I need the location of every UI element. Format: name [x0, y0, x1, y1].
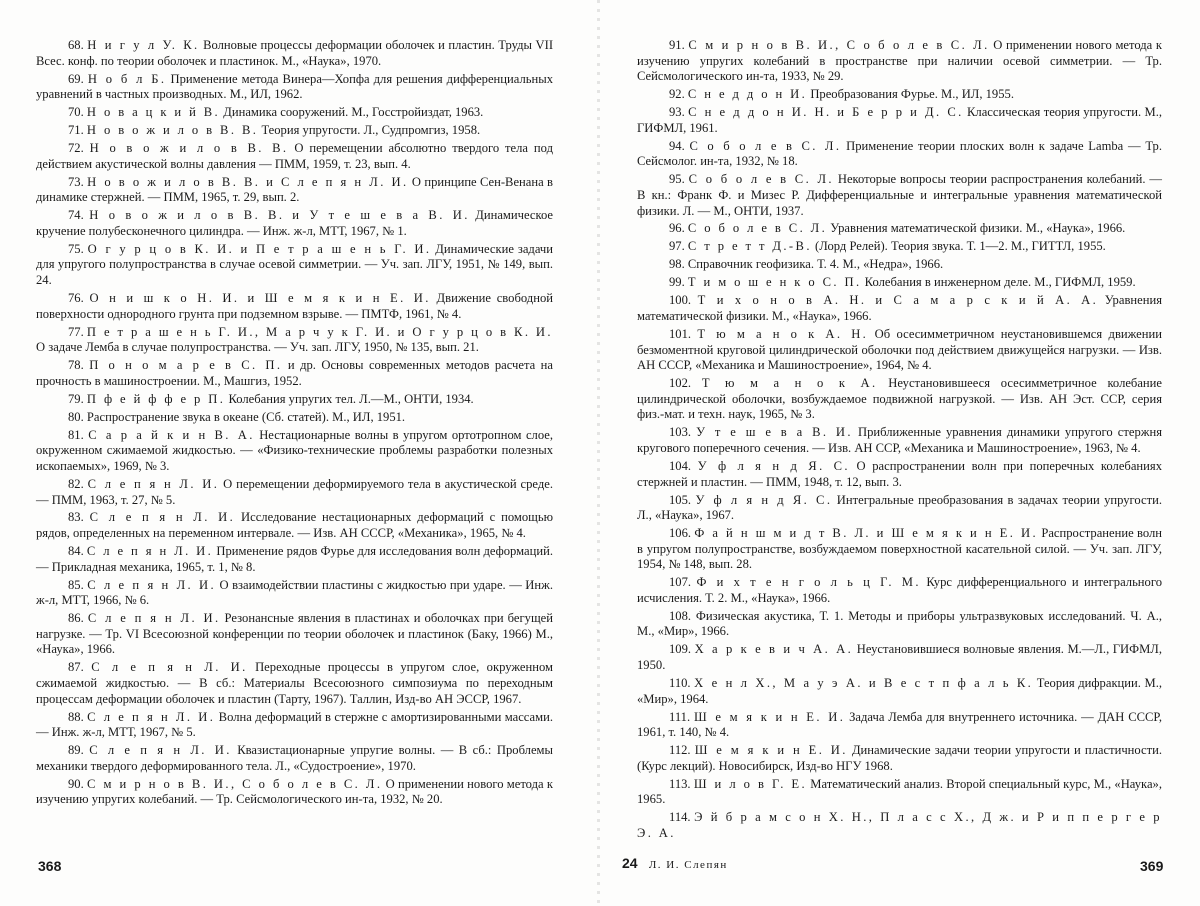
reference-text: и др. Основы современных методов расчета на прочность в машиностроении. М., Машгиз, 1952.	[36, 358, 554, 388]
reference-entry	[36, 105, 553, 121]
page-number: 368	[38, 858, 62, 874]
reference-author: С о б о л е в С. Л.	[687, 221, 828, 236]
reference-number: 83.	[68, 510, 84, 525]
reference-author: С л е п я н Л. И.	[91, 660, 248, 675]
reference-number: 100.	[669, 293, 692, 308]
reference-entry	[36, 325, 553, 356]
reference-number: 92.	[669, 87, 685, 102]
reference-text: Движение свободной поверхности однородного грунта при подземном взрыве. — ПМТФ, 1961, № 4.	[36, 291, 553, 321]
right-page	[600, 0, 1200, 906]
reference-text: Квазистационарные упругие волны. — В сб.: Проблемы механики твердого деформированного тела. Л., «Судостроение», 1970.	[36, 743, 553, 773]
reference-entry	[36, 544, 553, 575]
reference-entry	[637, 87, 1162, 103]
reference-entry	[36, 123, 553, 139]
reference-number: 113.	[669, 776, 691, 791]
reference-entry	[36, 428, 553, 475]
reference-author: С л е п я н Л. И.	[87, 577, 216, 592]
reference-entry	[637, 293, 1162, 324]
reference-number: 82.	[68, 476, 84, 491]
reference-entry	[637, 376, 1162, 423]
reference-text: Уравнения математической физики. М., «Наука», 1966.	[637, 293, 1162, 324]
reference-entry	[36, 578, 553, 609]
reference-text: О задаче Лемба в случае полупространства. — Уч. зап. ЛГУ, 1950, № 135, вып. 21.	[36, 340, 479, 355]
reference-text: Колебания в инженерном деле. М., ГИФМЛ, 1959.	[861, 275, 1136, 290]
reference-entry	[36, 175, 553, 206]
reference-author: С м и р н о в В. И., С о б о л е в С. Л.	[87, 776, 383, 791]
reference-number: 86.	[68, 611, 84, 626]
reference-text: Динамические задачи для упругого полупространства в случае осевой симметрии. — Уч. зап. ЛГУ, 1951, № 149, вып. 24.	[36, 241, 553, 288]
reference-entry	[637, 275, 1162, 291]
reference-number: 106.	[669, 526, 692, 541]
reference-entry	[637, 710, 1162, 741]
reference-author: С л е п я н Л. И.	[86, 544, 214, 559]
reference-author: С т р е т т Д.-В.	[687, 239, 812, 254]
reference-text: Применение теории плоских волн к задаче Lamba — Тр. Сейсмолог. ин-та, 1932, № 18.	[637, 138, 1162, 169]
reference-entry	[36, 392, 553, 408]
reference-text: О принципе Сен-Венана в динамике стержней. — ПММ, 1965, т. 29, вып. 2.	[36, 174, 553, 205]
reference-entry	[637, 239, 1162, 255]
reference-author: Ш е м я к и н Е. И.	[694, 743, 848, 758]
reference-text: Неустановившееся осесимметричное колебание цилиндрической оболочки, возбуждаемое подвижной нагрузкой. — Изв. АН Эст. ССР, серия физ.-мат. и техн. наук, 1965, № 3.	[637, 376, 1163, 422]
reference-author: С о б о л е в С. Л.	[688, 172, 834, 187]
reference-number: 108.	[669, 608, 692, 623]
reference-text: Об осесимметричном неустановившемся движении безмоментной круговой цилиндрической оболочки под действием движущейся нагрузки. — Изв. АН СССР, «Механика и Машиностроение», 1964, № 4.	[637, 327, 1162, 373]
reference-number: 96.	[669, 221, 685, 236]
page-number: 369	[1140, 858, 1164, 874]
reference-number: 68.	[68, 38, 84, 52]
reference-text: Динамика сооружений. М., Госстройиздат, 1963.	[220, 105, 484, 120]
reference-number: 74.	[68, 208, 84, 223]
reference-text: Теория упругости. Л., Судпромгиз, 1958.	[258, 123, 481, 138]
reference-number: 70.	[68, 105, 84, 120]
reference-author: У ф л я н д Я. С.	[697, 458, 850, 473]
reference-entry	[637, 777, 1162, 808]
reference-text: Справочник геофизика. Т. 4. М., «Недра», 1966.	[687, 257, 944, 272]
reference-number: 73.	[68, 174, 84, 189]
reference-number: 85.	[68, 577, 84, 592]
printer-signature	[622, 855, 728, 872]
reference-number: 87.	[68, 660, 84, 675]
reference-text: (Лорд Релей). Теория звука. Т. 1—2. М., ГИТТЛ, 1955.	[811, 239, 1106, 254]
reference-number: 69.	[68, 71, 84, 86]
reference-entry	[36, 410, 553, 426]
reference-text: Исследование нестационарных деформаций с помощью рядов, определенных на переменном интервале. — Изв. АН СССР, «Механика», 1965, № 4.	[36, 510, 553, 541]
reference-text: Распространение волн в упругом полупространстве, возбуждаемом поверхностной касательной силой. — Уч. зап. ЛГУ, 1954, № 148, вып. 28.	[637, 526, 1162, 572]
reference-entry	[637, 425, 1162, 456]
reference-number: 95.	[669, 172, 685, 187]
reference-author: С л е п я н Л. И.	[87, 611, 221, 626]
reference-entry	[637, 642, 1162, 673]
reference-text: О перемещении деформируемого тела в акустической среде. — ПММ, 1963, т. 27, № 5.	[36, 476, 553, 507]
reference-author: П е т р а ш е н ь Г. И., М а р ч у к Г. И. и О г у р ц о в К. И.	[86, 324, 553, 339]
reference-text: О взаимодействии пластины с жидкостью при ударе. — Инж. ж-л, МТТ, 1966, № 6.	[36, 577, 553, 608]
reference-author: Ф и х т е н г о л ь ц Г. М.	[696, 575, 921, 590]
reference-number: 114.	[669, 810, 691, 825]
reference-entry	[36, 660, 553, 707]
reference-text: Нестационарные волны в упругом ортотропном слое, окруженном сжимаемой жидкостью. — «Физико-технические проблемы разработки полезных ископаемых», 1969, № 3.	[36, 427, 554, 473]
reference-entry	[637, 172, 1162, 219]
signature-author: Л. И. Слепян	[648, 859, 728, 871]
reference-text: Применение рядов Фурье для исследования волн деформаций. — Прикладная механика, 1965, т. 1, № 8.	[36, 544, 554, 574]
reference-text: Курс дифференциального и интегрального исчисления. Т. 2. М., «Наука», 1966.	[637, 575, 1162, 605]
reference-entry	[36, 358, 553, 389]
reference-author: Н о в а ц к и й В.	[86, 105, 221, 120]
reference-text: Классическая теория упругости. М., ГИФМЛ, 1961.	[637, 105, 1163, 135]
reference-entry	[637, 459, 1162, 490]
reference-entry	[36, 510, 553, 541]
reference-author: Н и г у л У. К.	[87, 38, 200, 52]
reference-text: Теория дифракции. М., «Мир», 1964.	[637, 675, 1162, 706]
reference-entry	[637, 575, 1162, 606]
reference-number: 111.	[669, 709, 691, 724]
reference-text: О применении нового метода к изучению упругих колебаний в пространстве при наличии осевой симметрии. — Тр. Сейсмологического ин-та, 1933, № 29.	[637, 38, 1163, 84]
reference-entry	[637, 609, 1162, 640]
reference-author: О г у р ц о в К. И. и П е т р а ш е н ь Г. И.	[87, 241, 432, 256]
reference-entry	[637, 493, 1162, 524]
reference-author: П ф е й ф ф е р П.	[86, 391, 226, 406]
reference-text: Преобразования Фурье. М., ИЛ, 1955.	[807, 87, 1014, 102]
reference-text: Приближенные уравнения динамики упругого стержня кругового поперечного сечения. — Изв. АН ССР, «Механика и Машиностроение», 1963, № 4.	[637, 425, 1162, 455]
reference-list	[637, 38, 1162, 844]
reference-author: Н о в о ж и л о в В. В.	[86, 123, 259, 138]
reference-author: Т ю м а н о к А. Н.	[697, 327, 869, 341]
reference-author: С л е п я н Л. И.	[87, 709, 216, 724]
reference-author: С л е п я н Л. И.	[89, 743, 232, 758]
reference-number: 79.	[68, 391, 84, 406]
reference-text: О распространении волн при поперечных колебаниях стержней и пластин. — ПММ, 1948, т. 12, вып. 3.	[637, 458, 1162, 489]
reference-number: 80.	[68, 409, 84, 424]
reference-entry	[637, 105, 1162, 136]
reference-text: Задача Лемба для внутреннего источника. — ДАН СССР, 1961, т. 140, № 4.	[637, 709, 1162, 740]
reference-number: 98.	[669, 257, 685, 272]
reference-entry	[36, 291, 553, 322]
reference-number: 72.	[68, 141, 84, 156]
reference-number: 93.	[669, 105, 685, 120]
reference-number: 97.	[669, 239, 685, 254]
reference-text: Распространение звука в океане (Сб. статей). М., ИЛ, 1951.	[86, 409, 406, 424]
reference-list	[36, 38, 553, 810]
reference-entry	[637, 327, 1162, 374]
reference-author: Н о в о ж и л о в В. В. и С л е п я н Л. И.	[87, 174, 409, 189]
reference-entry	[36, 743, 553, 774]
reference-author: С о б о л е в С. Л.	[689, 138, 842, 153]
reference-author: Ш е м я к и н Е. И.	[693, 709, 846, 724]
reference-entry	[36, 477, 553, 508]
reference-text: Волновые процессы деформации оболочек и пластин. Труды VII Всес. конф. по теории оболочек и пластинок. М., «Наука», 1970.	[36, 38, 554, 68]
reference-number: 90.	[68, 776, 84, 791]
reference-entry	[637, 810, 1162, 841]
reference-number: 104.	[669, 458, 692, 473]
reference-author: С л е п я н Л. И.	[87, 476, 220, 491]
reference-author: У ф л я н д Я. С.	[695, 492, 833, 507]
reference-author: О н и ш к о Н. И. и Ш е м я к и н Е. И.	[89, 291, 431, 306]
reference-entry	[36, 38, 553, 69]
reference-author: Ф а й н ш м и д т В. Л. и Ш е м я к и н Е. И.	[694, 526, 1039, 541]
reference-author: С н е д д о н И.	[687, 87, 808, 102]
reference-author: С л е п я н Л. И.	[89, 510, 236, 525]
reference-number: 110.	[669, 675, 691, 690]
reference-text: Физическая акустика, Т. 1. Методы и приборы ультразвуковых исследований. Ч. А., М., «Мир», 1966.	[637, 608, 1162, 639]
reference-text: Некоторые вопросы теории распространения колебаний. — В кн.: Франк Ф. и Мизес Р. Дифференциальные и интегральные уравнения математической физики. Л. — М., ОНТИ, 1937.	[637, 172, 1162, 218]
reference-author: П о н о м а р е в С. П.	[89, 358, 283, 373]
reference-entry	[637, 38, 1162, 85]
reference-author: С а р а й к и н В. А.	[88, 427, 255, 442]
reference-author: С м и р н о в В. И., С о б о л е в С. Л.	[688, 38, 990, 52]
reference-number: 89.	[68, 743, 84, 758]
reference-number: 84.	[68, 544, 84, 559]
reference-author: Т и м о ш е н к о С. П.	[687, 275, 862, 290]
reference-number: 105.	[669, 492, 692, 507]
reference-number: 75.	[68, 241, 84, 256]
reference-text: О перемещении абсолютно твердого тела под действием акустической волны давления — ПММ, 1959, т. 23, вып. 4.	[36, 141, 553, 171]
reference-author: Т и х о н о в А. Н. и С а м а р с к и й А. А.	[697, 293, 1099, 308]
reference-entry	[36, 72, 553, 103]
reference-author: Ш и л о в Г. Е.	[693, 776, 808, 791]
reference-entry	[36, 777, 553, 808]
reference-author: У т е ш е в а В. И.	[696, 425, 853, 440]
reference-number: 81.	[68, 427, 84, 442]
reference-text: Динамическое кручение полубесконечного цилиндра. — Инж. ж-л, МТТ, 1967, № 1.	[36, 208, 553, 238]
reference-text: Математический анализ. Второй специальный курс, М., «Наука», 1965.	[637, 776, 1162, 807]
reference-number: 78.	[68, 358, 84, 373]
reference-number: 107.	[669, 575, 692, 590]
reference-number: 99.	[669, 275, 685, 290]
reference-number: 101.	[669, 327, 692, 341]
reference-entry	[36, 208, 553, 239]
reference-number: 77.	[68, 324, 84, 339]
reference-author: Н о в о ж и л о в В. В. и У т е ш е в а В. И.	[89, 208, 470, 223]
reference-author: Э й б р а м с о н Х. Н., П л а с с Х., Д ж. и Р и п п е р г е р Э. А.	[637, 810, 1162, 840]
reference-entry	[36, 242, 553, 289]
reference-entry	[637, 221, 1162, 237]
reference-text: Динамические задачи теории упругости и пластичности. (Курс лекций). Новосибирск, Изд-во НГУ 1968.	[637, 743, 1162, 773]
signature-number: 24	[622, 855, 638, 871]
reference-text: Применение метода Винера—Хопфа для решения дифференциальных уравнений в частных производных. М., ИЛ, 1962.	[36, 71, 553, 102]
reference-author: Х е н л Х., М а у э А. и В е с т п ф а л ь К.	[694, 675, 1034, 690]
reference-author: Н о б л Б.	[87, 71, 167, 86]
reference-text: Уравнения математической физики. М., «Наука», 1966.	[827, 221, 1126, 236]
reference-text: Переходные процессы в упругом слое, окруженном сжимаемой жидкостью. — В сб.: Материалы Всесоюзного симпозиума по переходным процессам деформации оболочек и пластин (Тарту, 1967). Таллин, Изд-во АН ЭССР, 1967.	[36, 660, 553, 706]
reference-number: 91.	[669, 38, 685, 52]
reference-entry	[637, 257, 1162, 273]
reference-entry	[36, 710, 553, 741]
reference-entry	[637, 743, 1162, 774]
reference-number: 88.	[68, 709, 84, 724]
reference-author: С н е д д о н И. Н. и Б е р р и Д. С.	[688, 105, 964, 120]
reference-entry	[36, 611, 553, 658]
reference-text: Неустановившиеся волновые явления. М.—Л., ГИФМЛ, 1950.	[637, 642, 1162, 672]
reference-entry	[637, 139, 1162, 170]
reference-text: Волна деформаций в стержне с амортизированными массами. — Инж. ж-л, МТТ, 1967, № 5.	[36, 709, 553, 740]
reference-author: Т ю м а н о к А.	[701, 376, 878, 391]
reference-text: Интегральные преобразования в задачах теории упругости. Л., «Наука», 1967.	[637, 492, 1162, 523]
reference-number: 103.	[669, 425, 692, 440]
reference-number: 71.	[68, 123, 84, 138]
reference-number: 112.	[669, 743, 691, 758]
reference-number: 94.	[669, 138, 685, 153]
reference-number: 76.	[68, 291, 84, 306]
reference-text: О применении нового метода к изучению упругих колебаний. — Тр. Сейсмологического ин-та, 1932, № 20.	[36, 776, 554, 807]
reference-text: Колебания упругих тел. Л.—М., ОНТИ, 1934.	[225, 391, 474, 406]
reference-author: Н о в о ж и л о в В. В.	[89, 141, 289, 156]
reference-entry	[637, 526, 1162, 573]
reference-text: Резонансные явления в пластинах и оболочках при бегущей нагрузке. — Тр. VI Всесоюзной конференции по теории оболочек и пластинок (Баку, 1966) М., «Наука», 1966.	[36, 611, 553, 657]
reference-number: 109.	[669, 642, 692, 657]
reference-author: Х а р к е в и ч А. А.	[694, 642, 854, 657]
reference-entry	[637, 676, 1162, 707]
reference-number: 102.	[669, 376, 692, 391]
reference-entry	[36, 141, 553, 172]
